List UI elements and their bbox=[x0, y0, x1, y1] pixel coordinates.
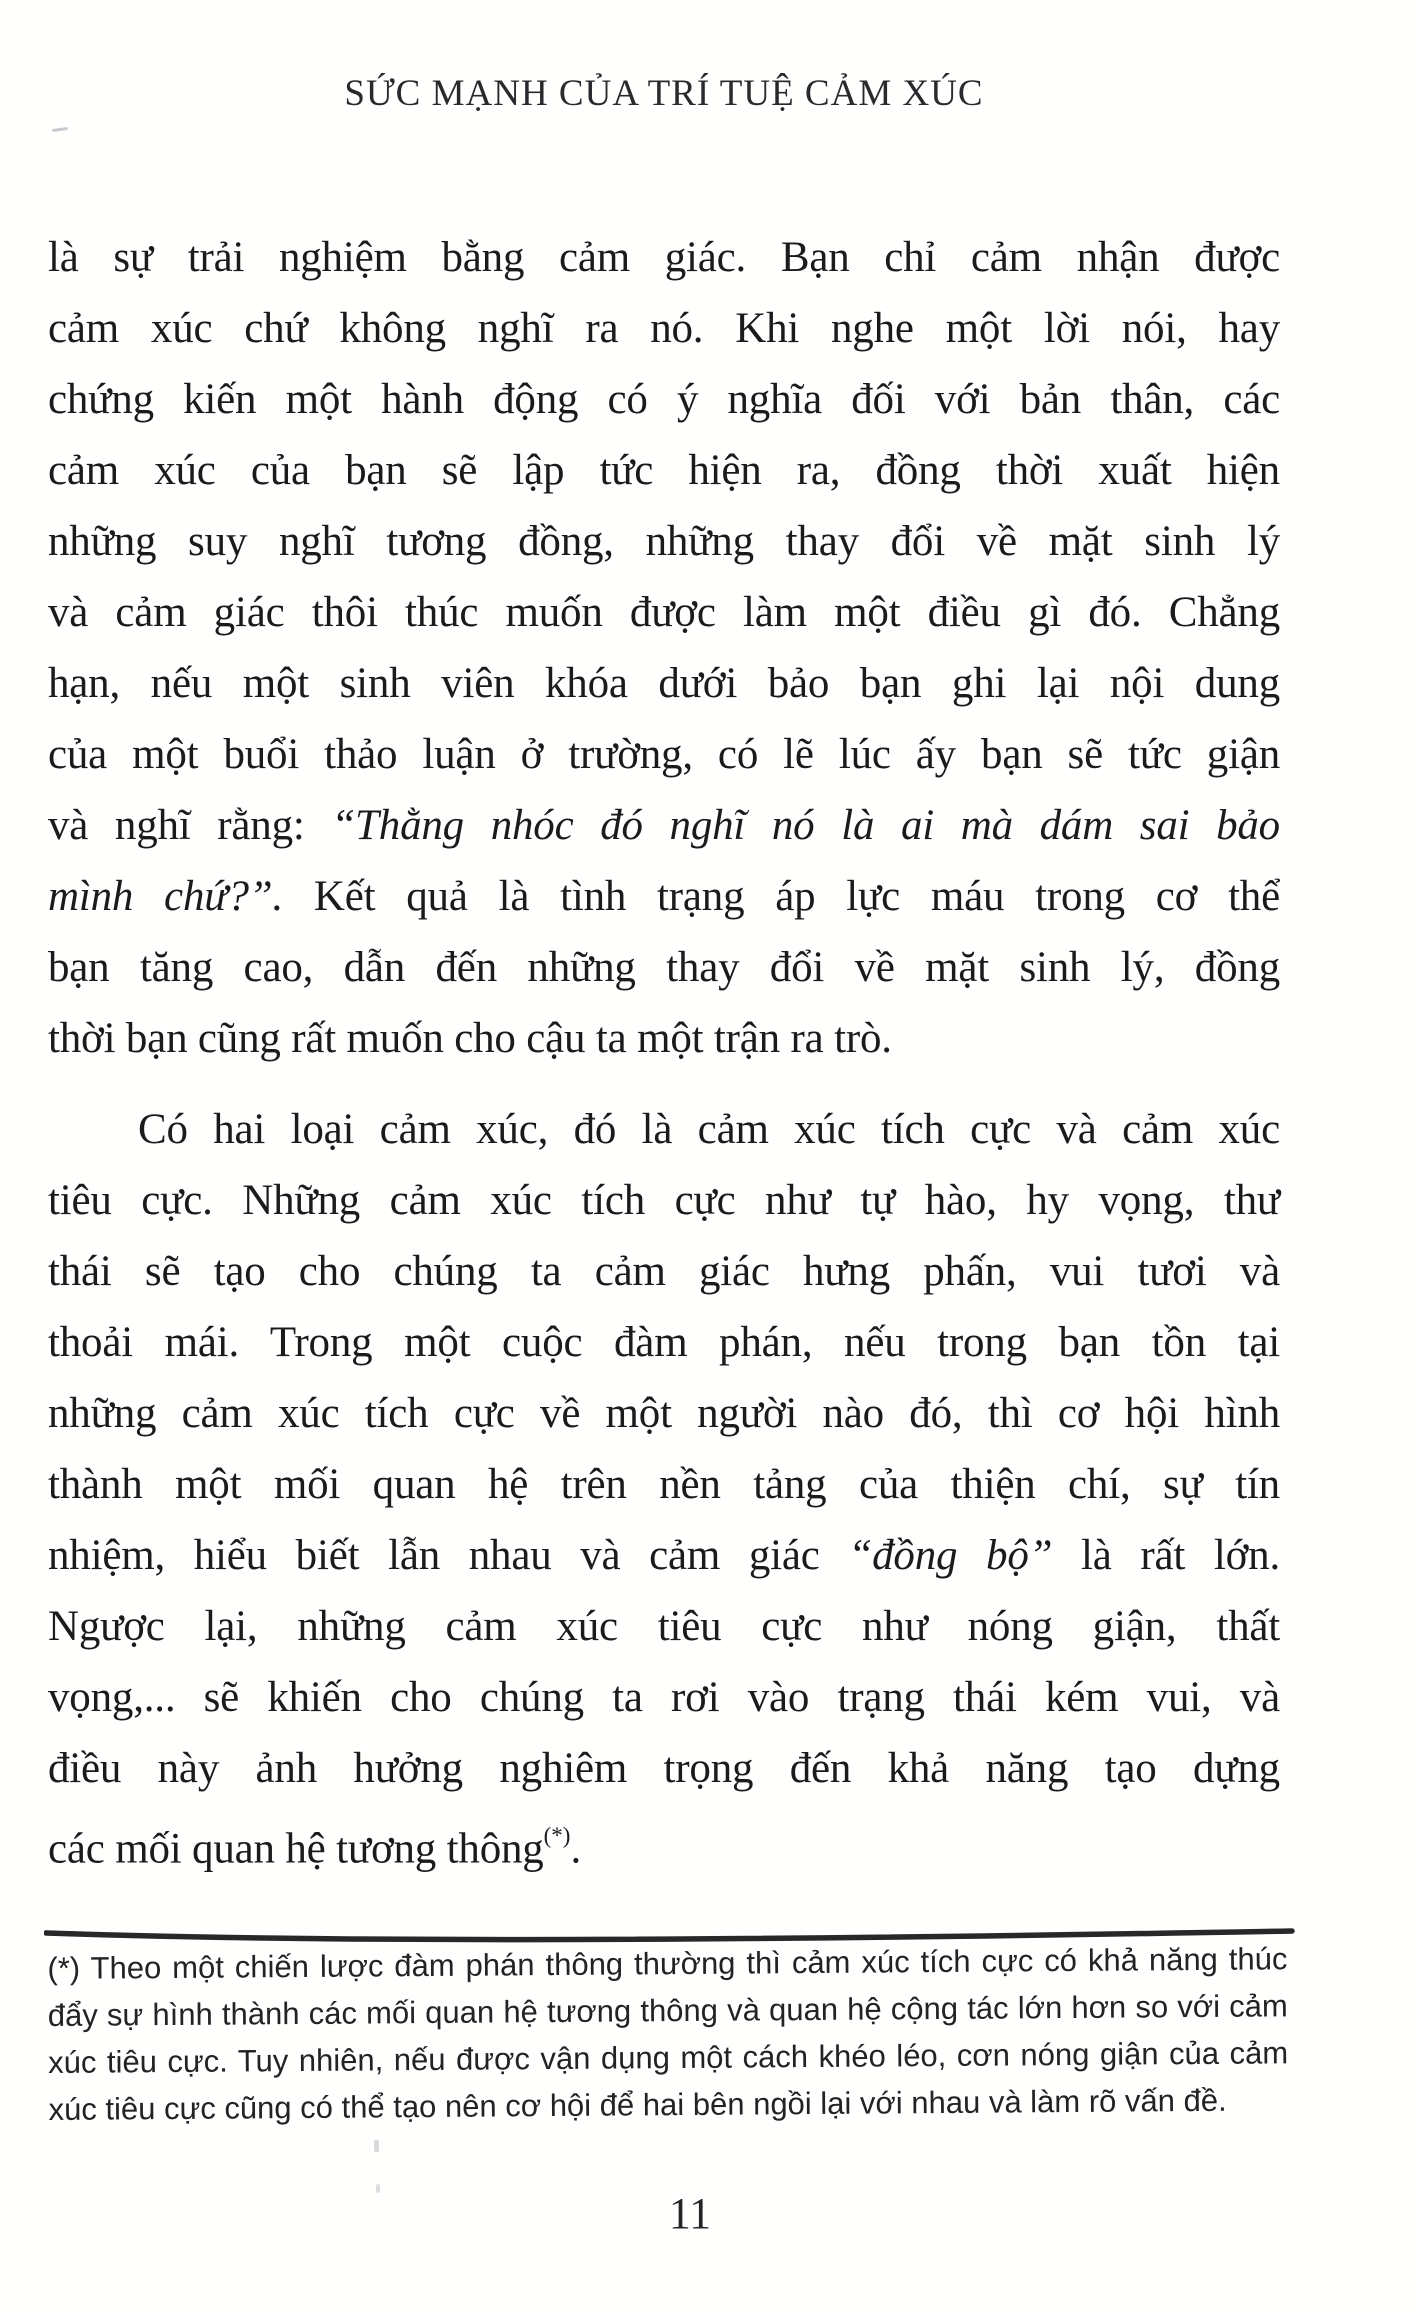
body-line bbox=[48, 1520, 1280, 1591]
body-line: thái sẽ tạo cho chúng ta cảm giác hưng phấn, vui tươi và bbox=[48, 1248, 1280, 1295]
running-header: SỨC MẠNH CỦA TRÍ TUỆ CẢM XÚC bbox=[344, 73, 984, 114]
body-line: vọng,... sẽ khiến cho chúng ta rơi vào trạng thái kém vui, và bbox=[48, 1674, 1280, 1721]
body-line: của một buổi thảo luận ở trường, có lẽ lúc ấy bạn sẽ tức giận bbox=[48, 731, 1280, 778]
footnote bbox=[47, 1935, 1288, 2133]
scan-artifact bbox=[374, 2140, 379, 2152]
body-line: thành một mối quan hệ trên nền tảng của thiện chí, sự tín bbox=[48, 1461, 1280, 1508]
footnote-marker: (*) bbox=[47, 1950, 81, 1987]
body-line: hạn, nếu một sinh viên khóa dưới bảo bạn ghi lại nội dung bbox=[48, 660, 1280, 707]
body-line-text: là rất lớn. bbox=[1052, 1532, 1281, 1579]
footnote-line: xúc tiêu cực cũng có thể tạo nên cơ hội để hai bên ngồi lại với nhau và làm rõ vấn đề. bbox=[48, 2082, 1227, 2127]
body-line: bạn tăng cao, dẫn đến những thay đổi về mặt sinh lý, đồng bbox=[48, 944, 1280, 991]
body-line: thời bạn cũng rất muốn cho cậu ta một trận ra trò. bbox=[48, 1015, 892, 1062]
body-text bbox=[48, 222, 1280, 1875]
body-line: tiêu cực. Những cảm xúc tích cực như tự hào, hy vọng, thư bbox=[48, 1177, 1280, 1224]
quoted-italic-text: mình chứ?”. bbox=[48, 873, 314, 920]
body-line: là sự trải nghiệm bằng cảm giác. Bạn chỉ cảm nhận được bbox=[48, 234, 1280, 281]
body-line: những suy nghĩ tương đồng, những thay đổi về mặt sinh lý bbox=[48, 518, 1280, 565]
body-line: Ngược lại, những cảm xúc tiêu cực như nóng giận, thất bbox=[48, 1603, 1280, 1650]
body-line: Có hai loại cảm xúc, đó là cảm xúc tích cực và cảm xúc bbox=[138, 1106, 1280, 1153]
body-line-text: các mối quan hệ tương thông bbox=[48, 1825, 544, 1873]
footnote-line-text: Theo một chiến lược đàm phán thông thường thì cảm xúc tích cực có khả năng thúc bbox=[80, 1941, 1288, 1986]
page-number: 11 bbox=[668, 2189, 712, 2238]
body-line: cảm xúc chứ không nghĩ ra nó. Khi nghe một lời nói, hay bbox=[48, 305, 1280, 352]
body-line: cảm xúc của bạn sẽ lập tức hiện ra, đồng thời xuất hiện bbox=[48, 447, 1280, 494]
quoted-italic-text: “đồng bộ” bbox=[848, 1532, 1053, 1579]
body-line bbox=[48, 790, 1280, 861]
body-line: điều này ảnh hưởng nghiêm trọng đến khả năng tạo dựng bbox=[48, 1745, 1280, 1792]
scan-artifact bbox=[52, 127, 68, 132]
footnote-line: xúc tiêu cực. Tuy nhiên, nếu được vận dụng một cách khéo léo, cơn nóng giận của cảm bbox=[48, 2035, 1289, 2080]
body-line-text: và nghĩ rằng: bbox=[48, 802, 332, 849]
body-line bbox=[48, 861, 1280, 932]
body-line bbox=[48, 1804, 1280, 1875]
body-line-text: Kết quả là tình trạng áp lực máu trong cơ thể bbox=[313, 873, 1280, 920]
footnote-line: đẩy sự hình thành các mối quan hệ tương thông và quan hệ cộng tác lớn hơn so với cảm bbox=[47, 1988, 1288, 2034]
footnote-reference-mark: (*) bbox=[543, 1823, 571, 1848]
body-line: thoải mái. Trong một cuộc đàm phán, nếu trong bạn tồn tại bbox=[48, 1319, 1280, 1366]
body-line: chứng kiến một hành động có ý nghĩa đối với bản thân, các bbox=[48, 376, 1280, 423]
body-line-text: . bbox=[570, 1825, 581, 1873]
body-line: những cảm xúc tích cực về một người nào đó, thì cơ hội hình bbox=[48, 1390, 1280, 1437]
body-line: và cảm giác thôi thúc muốn được làm một điều gì đó. Chẳng bbox=[48, 589, 1280, 636]
quoted-italic-text: “Thằng nhóc đó nghĩ nó là ai mà dám sai bảo bbox=[331, 802, 1280, 849]
body-line-text: nhiệm, hiểu biết lẫn nhau và cảm giác bbox=[48, 1532, 849, 1579]
